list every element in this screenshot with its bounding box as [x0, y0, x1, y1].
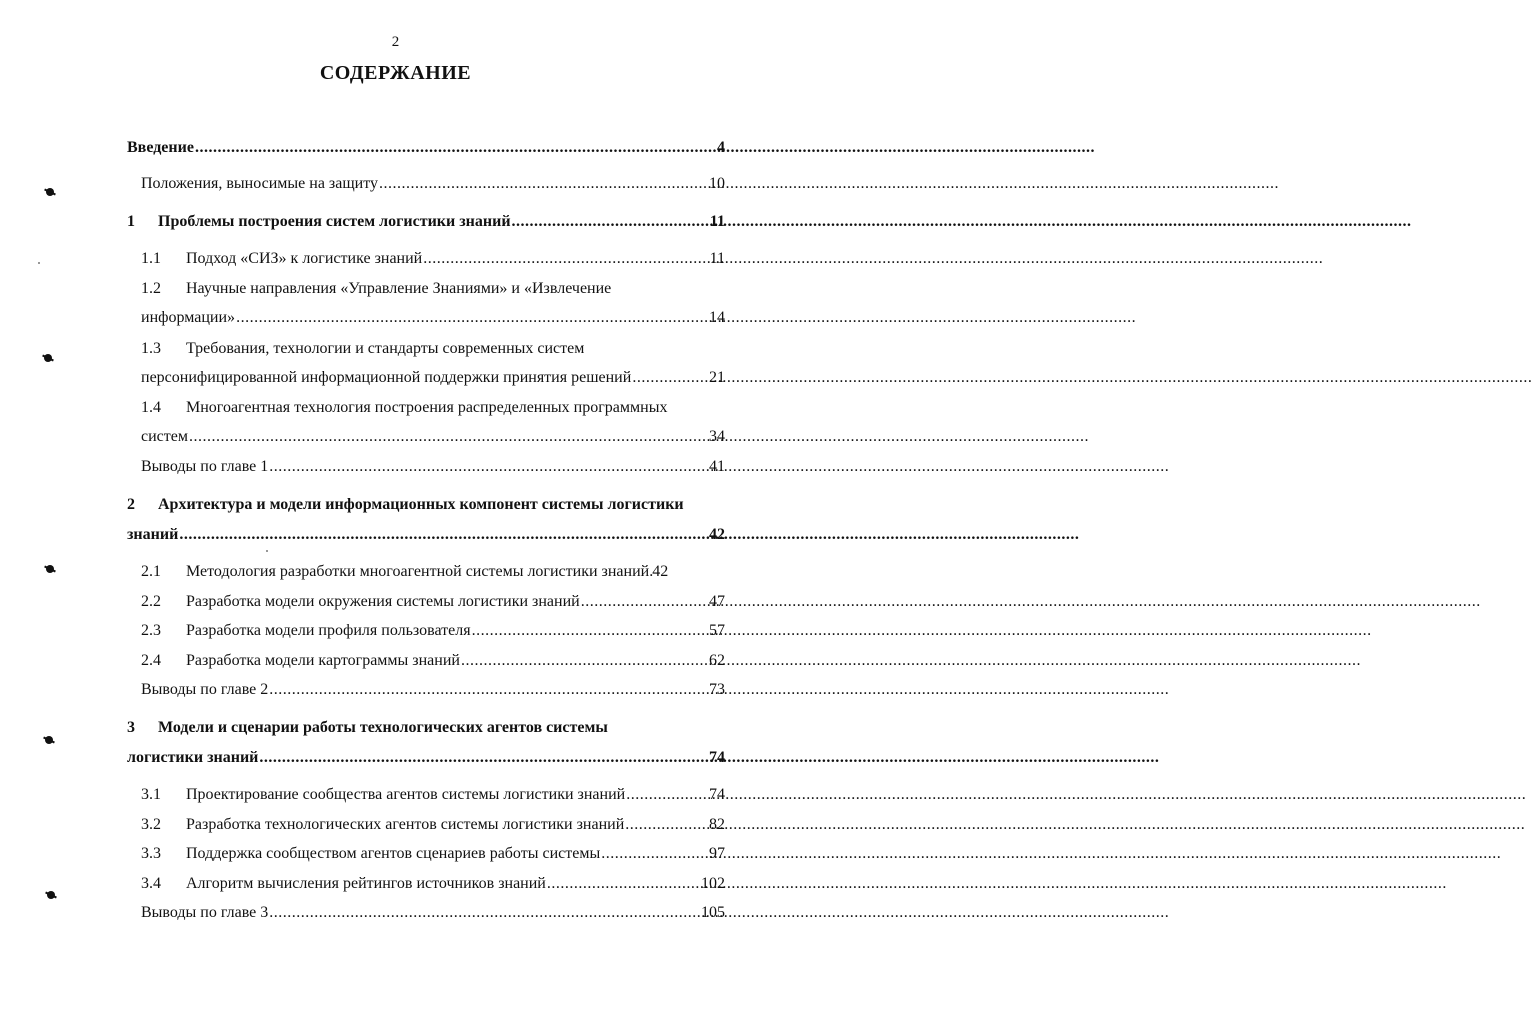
toc-section-3-3 [141, 845, 725, 863]
toc-entry-text: Разработка модели профиля пользователя [186, 622, 471, 639]
toc-entry-text: Научные направления «Управление Знаниями» и «Извлечение [186, 280, 612, 297]
leader-dots [195, 139, 716, 157]
toc-section-3-4 [141, 875, 725, 893]
toc-entry-text: Разработка технологических агентов системы логистики знаний [186, 816, 625, 833]
toc-entry-text: Разработка модели окружения системы логистики знаний [186, 593, 580, 610]
toc-entry-number: 1.2 [141, 280, 161, 297]
toc-title: СОДЕРЖАНИЕ [319, 62, 472, 84]
toc-chapter-1 [127, 213, 725, 231]
toc-section-1-4 [141, 399, 725, 417]
toc-conclusions-2 [141, 681, 725, 699]
toc-entry-text: Многоагентная технология построения распределенных программных [186, 399, 668, 416]
punch-hole-mark [46, 188, 54, 196]
toc-entry-page: 47 [709, 593, 725, 610]
toc-entry-number: 2.2 [141, 593, 161, 610]
toc-section-1-4-cont [141, 428, 725, 446]
toc-entry-page: 82 [709, 816, 725, 833]
toc-entry-text: знаний [127, 526, 179, 543]
leader-dots [461, 652, 708, 670]
toc-chapter-3-cont [127, 749, 725, 767]
toc-entry-text: логистики знаний [127, 749, 259, 766]
toc-entry-page: 105 [701, 904, 725, 921]
toc-chapter-2 [127, 496, 725, 514]
leader-dots [472, 622, 708, 640]
toc-entry-number: 3.4 [141, 875, 161, 892]
page-number: 2 [391, 34, 400, 50]
toc-entry-page: 14 [709, 309, 725, 326]
toc-entry-text: Положения, выносимые на защиту [141, 175, 379, 192]
toc-entry-number: 3.3 [141, 845, 161, 862]
toc-entry-text: Введение [127, 139, 194, 156]
leader-dots [269, 458, 708, 476]
toc-entry-page: 73 [709, 681, 725, 698]
leader-dots [269, 904, 700, 922]
punch-hole-mark [46, 565, 54, 573]
toc-entry-page: 11 [709, 213, 725, 230]
toc-entry-number: 3 [127, 719, 135, 736]
leader-dots [632, 369, 708, 387]
leader-dots [423, 250, 708, 268]
toc-entry-page: 42 [652, 563, 669, 580]
toc-entry-text: Выводы по главе 3 [141, 904, 269, 921]
toc-section-2-3 [141, 622, 725, 640]
toc-entry-text: Методология разработки многоагентной системы логистики знаний [186, 563, 650, 580]
toc-entry-number: 3.1 [141, 786, 161, 803]
toc-entry-text: систем [141, 428, 188, 445]
toc-entry-page: 4 [717, 139, 725, 156]
toc-entry-number: 2 [127, 496, 135, 513]
toc-entry-text: Подход «СИЗ» к логистике знаний [186, 250, 423, 267]
toc-entry-text: Модели и сценарии работы технологических агентов системы [158, 719, 608, 736]
toc-entry-page: 97 [709, 845, 725, 862]
toc-entry-page: 10 [709, 175, 725, 192]
toc-entry-page: 62 [709, 652, 725, 669]
toc-entry-text: Архитектура и модели информационных компонент системы логистики [158, 496, 684, 513]
punch-hole-mark [47, 891, 55, 899]
toc-entry-text: Проектирование сообщества агентов системы логистики знаний [186, 786, 626, 803]
toc-entry-text: Проблемы построения систем логистики знаний [158, 213, 511, 230]
leader-dots [625, 816, 708, 834]
leader-dots: . [649, 563, 654, 580]
toc-section-1-3 [141, 340, 725, 358]
toc-section-1-1 [141, 250, 725, 268]
toc-section-3-2 [141, 816, 725, 834]
toc-conclusions-3 [141, 904, 725, 922]
toc-entry-page: 102 [701, 875, 725, 892]
toc-entry-page: 74 [709, 749, 725, 766]
toc-section-3-1 [141, 786, 725, 804]
toc-section-1-2-cont [141, 309, 725, 327]
toc-entry-intro [127, 139, 725, 157]
leader-dots [547, 875, 700, 893]
toc-entry-page: 34 [709, 428, 725, 445]
toc-entry-defense-points [141, 175, 725, 193]
scan-speck [38, 262, 40, 264]
leader-dots [512, 213, 709, 231]
toc-section-2-2 [141, 593, 725, 611]
toc-entry-page: 41 [709, 458, 725, 475]
toc-section-1-2 [141, 280, 725, 298]
toc-conclusions-1 [141, 458, 725, 476]
leader-dots [259, 749, 708, 767]
toc-entry-text: Выводы по главе 1 [141, 458, 269, 475]
toc-entry-text: Поддержка сообществом агентов сценариев работы системы [186, 845, 601, 862]
leader-dots [379, 175, 708, 193]
leader-dots [581, 593, 708, 611]
toc-section-2-1 [141, 563, 725, 581]
toc-entry-text: информации» [141, 309, 236, 326]
leader-dots [236, 309, 708, 327]
punch-hole-mark [45, 736, 53, 744]
toc-entry-page: 74 [709, 786, 725, 803]
toc-chapter-3 [127, 719, 725, 737]
toc-chapter-2-cont [127, 526, 725, 544]
toc-entry-number: 2.1 [141, 563, 161, 580]
toc-entry-page: 42 [709, 526, 725, 543]
leader-dots [626, 786, 708, 804]
leader-dots [269, 681, 708, 699]
toc-entry-text: персонифицированной информационной поддержки принятия решений [141, 369, 632, 386]
leader-dots [179, 526, 708, 544]
toc-entry-text: Алгоритм вычисления рейтингов источников знаний [186, 875, 546, 892]
toc-entry-number: 2.3 [141, 622, 161, 639]
toc-entry-page: 21 [709, 369, 725, 386]
toc-entry-number: 1.4 [141, 399, 161, 416]
toc-entry-number: 1.1 [141, 250, 161, 267]
toc-entry-text: Выводы по главе 2 [141, 681, 269, 698]
toc-entry-text: Разработка модели картограммы знаний [186, 652, 460, 669]
toc-entry-number: 3.2 [141, 816, 161, 833]
toc-entry-number: 2.4 [141, 652, 161, 669]
leader-dots [189, 428, 708, 446]
toc-entry-number: 1.3 [141, 340, 161, 357]
scan-speck [266, 550, 268, 552]
toc-entry-page: 11 [709, 250, 725, 267]
toc-entry-text: Требования, технологии и стандарты современных систем [186, 340, 585, 357]
toc-entry-number: 1 [127, 213, 135, 230]
punch-hole-mark [44, 354, 52, 362]
toc-entry-page: 57 [709, 622, 725, 639]
leader-dots [601, 845, 708, 863]
toc-section-1-3-cont [141, 369, 725, 387]
toc-section-2-4 [141, 652, 725, 670]
